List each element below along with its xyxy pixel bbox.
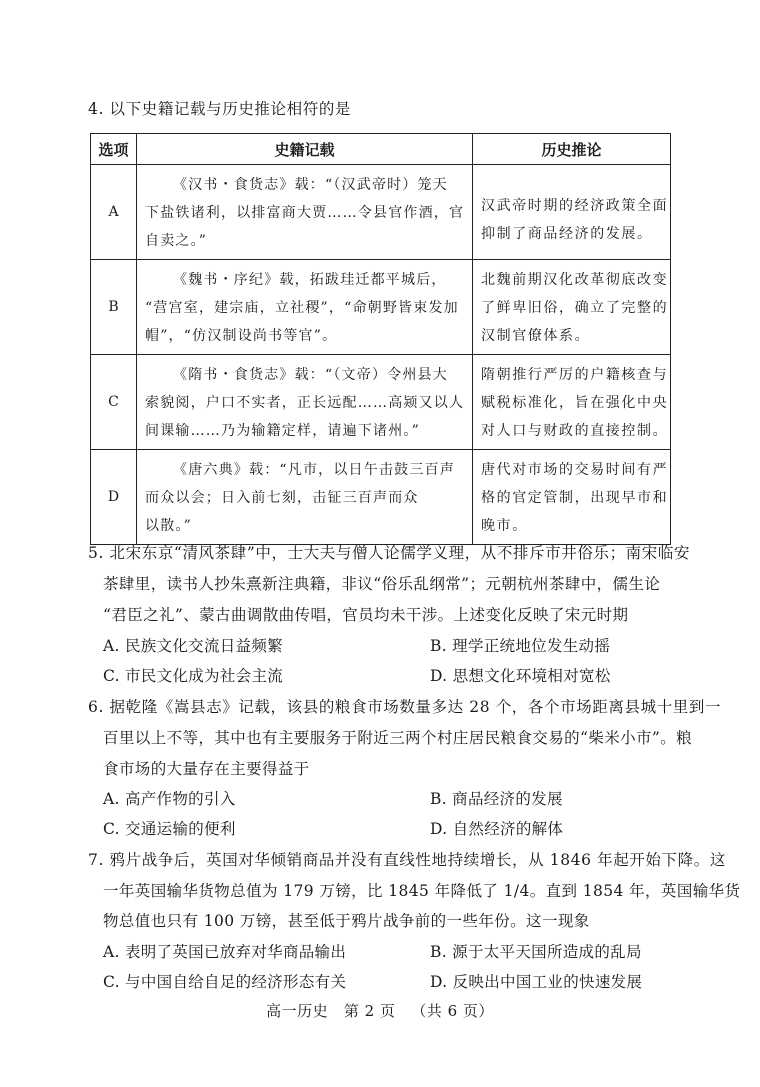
question-7-stem-line: 一年英国输华货物总值为 179 万镑，比 1845 年降低了 1/4。直到 1854 年，英国输华货 (103, 882, 741, 900)
inference-line: 唐代对市场的交易时间有严 (481, 462, 669, 478)
inference-line: 格的官定管制，出现早市和 (481, 490, 669, 506)
header-option: 选项 (91, 134, 137, 165)
q5-option-b[interactable]: B. 理学正统地位发生动摇 (430, 637, 611, 655)
row-option-label: D (91, 450, 137, 545)
q7-option-c[interactable]: C. 与中国自给自足的经济形态有关 (103, 973, 347, 991)
inference-cell (473, 260, 671, 355)
record-line: 《魏书・序纪》载，拓跋珪迁都平城后， (173, 272, 447, 288)
inference-line: 对人口与财政的直接控制。 (481, 423, 669, 439)
header-inference: 历史推论 (473, 134, 671, 165)
q5-option-d[interactable]: D. 思想文化环境相对宽松 (430, 667, 611, 685)
table-row (91, 355, 671, 450)
record-cell (137, 260, 473, 355)
question-6-stem-line: 百里以上不等，其中也有主要服务于附近三两个村庄居民粮食交易的“柴米小市”。粮 (103, 729, 693, 747)
record-line: 《唐六典》载：“凡市，以日午击鼓三百声 (173, 462, 455, 478)
inference-cell (473, 355, 671, 450)
record-line: 而众以会；日入前七刻，击钲三百声而众 (145, 490, 419, 506)
row-option-label: A (91, 165, 137, 260)
question-4-stem: 4. 以下史籍记载与历史推论相符的是 (88, 100, 352, 118)
row-option-label: B (91, 260, 137, 355)
inference-line: 了鲜卑旧俗，确立了完整的 (481, 300, 669, 316)
inference-line: 汉武帝时期的经济政策全面 (481, 198, 669, 214)
record-cell (137, 450, 473, 545)
question-5-stem-line: 茶肆里，读书人抄朱熹新注典籍，非议“俗乐乱纲常”；元朝杭州茶肆中，儒生论 (103, 575, 661, 593)
record-line: 下盐铁诸利，以排富商大贾……令县官作酒，官 (145, 205, 465, 221)
q7-option-a[interactable]: A. 表明了英国已放弃对华商品输出 (103, 943, 347, 961)
q6-option-c[interactable]: C. 交通运输的便利 (103, 820, 236, 838)
question-7-stem-line: 7. 鸦片战争后，英国对华倾销商品并没有直线性地持续增长，从 1846 年起开始下降。这 (88, 851, 726, 869)
q6-option-d[interactable]: D. 自然经济的解体 (430, 820, 564, 838)
record-line: 间课输……乃为输籍定样，请遍下诸州。” (145, 423, 420, 439)
record-line: 索貌阅，户口不实者，正长远配……高颎又以人 (145, 395, 465, 411)
record-line: 自卖之。” (145, 233, 208, 249)
inference-line: 汉制官僚体系。 (481, 328, 591, 344)
table-row (91, 260, 671, 355)
record-line: 帽”，“仿汉制设尚书等官”。 (145, 328, 338, 344)
record-line: “营宫室，建宗庙，立社稷”，“命朝野皆束发加 (145, 300, 459, 316)
header-record: 史籍记载 (137, 134, 473, 165)
inference-cell (473, 165, 671, 260)
record-cell (137, 355, 473, 450)
inference-line: 赋税标准化，旨在强化中央 (481, 395, 669, 411)
record-cell (137, 165, 473, 260)
inference-line: 北魏前期汉化改革彻底改变 (481, 272, 669, 288)
question-5-stem-line: “君臣之礼”、蒙古曲调散曲传唱，官员均未干涉。上述变化反映了宋元时期 (103, 606, 629, 624)
q7-option-d[interactable]: D. 反映出中国工业的快速发展 (430, 973, 643, 991)
row-option-label: C (91, 355, 137, 450)
table-row (91, 165, 671, 260)
q7-option-b[interactable]: B. 源于太平天国所造成的乱局 (430, 943, 642, 961)
inference-line: 隋朝推行严厉的户籍核查与 (481, 367, 669, 383)
q6-option-a[interactable]: A. 高产作物的引入 (103, 790, 236, 808)
q6-option-b[interactable]: B. 商品经济的发展 (430, 790, 563, 808)
page-footer: 高一历史 第 2 页 （共 6 页） (266, 1002, 494, 1020)
inference-cell (473, 450, 671, 545)
question-6-stem-line: 6. 据乾隆《嵩县志》记载，该县的粮食市场数量多达 28 个，各个市场距离县城十里到一 (88, 698, 722, 716)
inference-line: 晚市。 (481, 518, 528, 534)
question-7-stem-line: 物总值也只有 100 万镑，甚至低于鸦片战争前的一些年份。这一现象 (103, 912, 590, 930)
q5-option-c[interactable]: C. 市民文化成为社会主流 (103, 667, 284, 685)
question-5-stem-line: 5. 北宋东京“清风茶肆”中，士大夫与僧人论儒学义理，从不排斥市井俗乐；南宋临安 (88, 544, 691, 562)
record-line: 《隋书・食货志》载：“（文帝）令州县大 (173, 367, 448, 383)
history-records-table (90, 133, 671, 545)
record-line: 以散。” (145, 518, 192, 534)
question-6-stem-line: 食市场的大量存在主要得益于 (103, 760, 310, 778)
table-row (91, 450, 671, 545)
q5-option-a[interactable]: A. 民族文化交流日益频繁 (103, 637, 283, 655)
record-line: 《汉书・食货志》载：“（汉武帝时）笼天 (173, 177, 448, 193)
inference-line: 抑制了商品经济的发展。 (481, 226, 653, 242)
